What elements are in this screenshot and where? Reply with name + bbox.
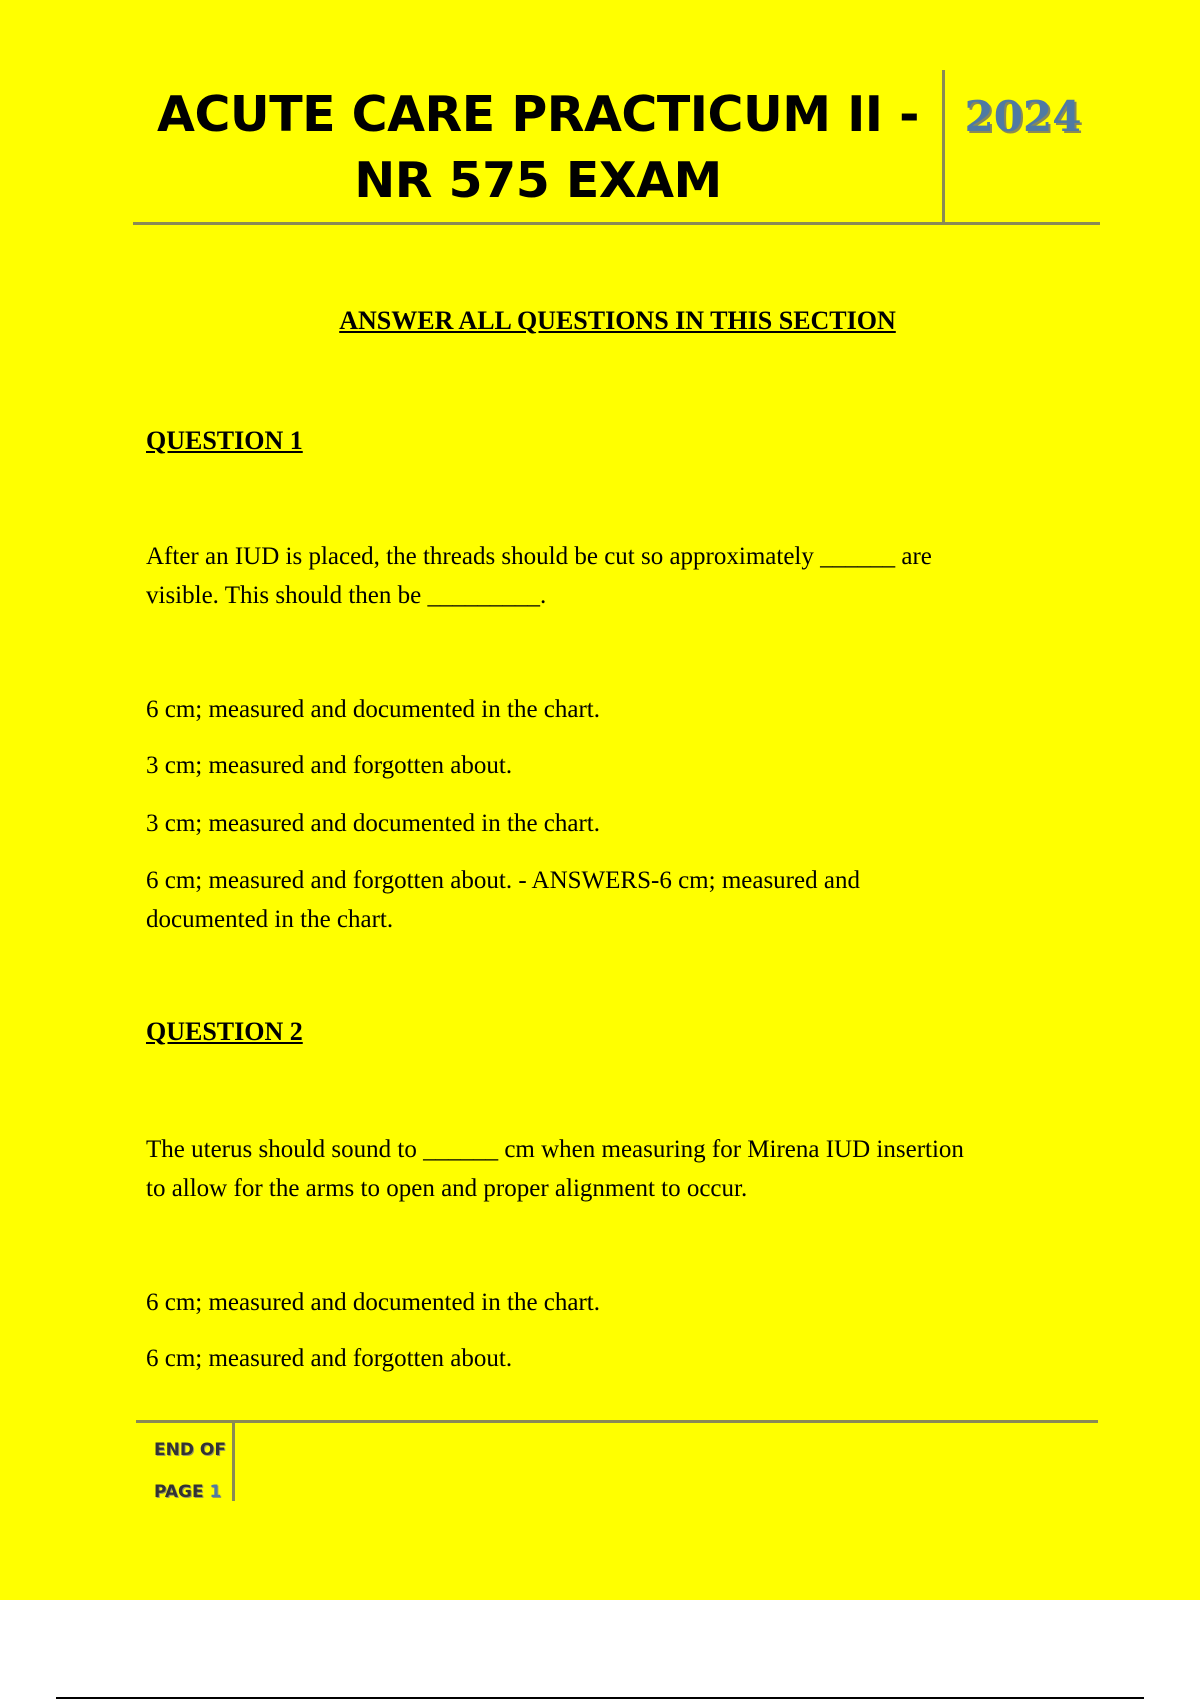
- header-divider: [942, 70, 945, 222]
- question-1-prompt: [146, 537, 1076, 615]
- title-line-1: ACUTE CARE PRACTICUM II -: [157, 86, 919, 143]
- year-label: 2024: [964, 92, 1082, 141]
- question-2-title: QUESTION 2: [146, 1017, 303, 1046]
- page-footer: [136, 1420, 1098, 1501]
- question-1-answer-line-2: documented in the chart.: [146, 906, 394, 933]
- footer-page-label: PAGE: [154, 1482, 204, 1502]
- title-line-2: NR 575 EXAM: [354, 152, 722, 209]
- section-heading: ANSWER ALL QUESTIONS IN THIS SECTION: [339, 306, 896, 335]
- question-1-answer: [146, 861, 1076, 939]
- question-2-prompt: [146, 1130, 1076, 1208]
- footer-label: [154, 1429, 226, 1513]
- question-2-prompt-line-1: The uterus should sound to ______ cm when measuring for Mirena IUD insertion: [146, 1136, 964, 1163]
- question-1-prompt-line-2: visible. This should then be _________.: [146, 582, 547, 609]
- question-2-option-2: 6 cm; measured and forgotten about.: [146, 1345, 513, 1372]
- question-1-option-1: 6 cm; measured and documented in the chart.: [146, 696, 601, 723]
- document-header: [133, 70, 1100, 225]
- document-title: [133, 82, 943, 214]
- bottom-rule: [56, 1697, 1144, 1699]
- footer-divider: [232, 1423, 235, 1501]
- question-1-title: QUESTION 1: [146, 426, 303, 455]
- footer-page-number: 1: [209, 1482, 222, 1502]
- question-1-option-3: 3 cm; measured and documented in the chart.: [146, 810, 601, 837]
- question-2-prompt-line-2: to allow for the arms to open and proper alignment to occur.: [146, 1175, 748, 1202]
- footer-line-2: [154, 1471, 226, 1513]
- question-2-option-1: 6 cm; measured and documented in the chart.: [146, 1289, 601, 1316]
- footer-line-1: END OF: [154, 1440, 226, 1460]
- question-1-prompt-line-1: After an IUD is placed, the threads should be cut so approximately ______ are: [146, 543, 932, 570]
- question-1-answer-line-1: 6 cm; measured and forgotten about. - ANSWERS-6 cm; measured and: [146, 867, 860, 894]
- question-1-option-2: 3 cm; measured and forgotten about.: [146, 752, 513, 779]
